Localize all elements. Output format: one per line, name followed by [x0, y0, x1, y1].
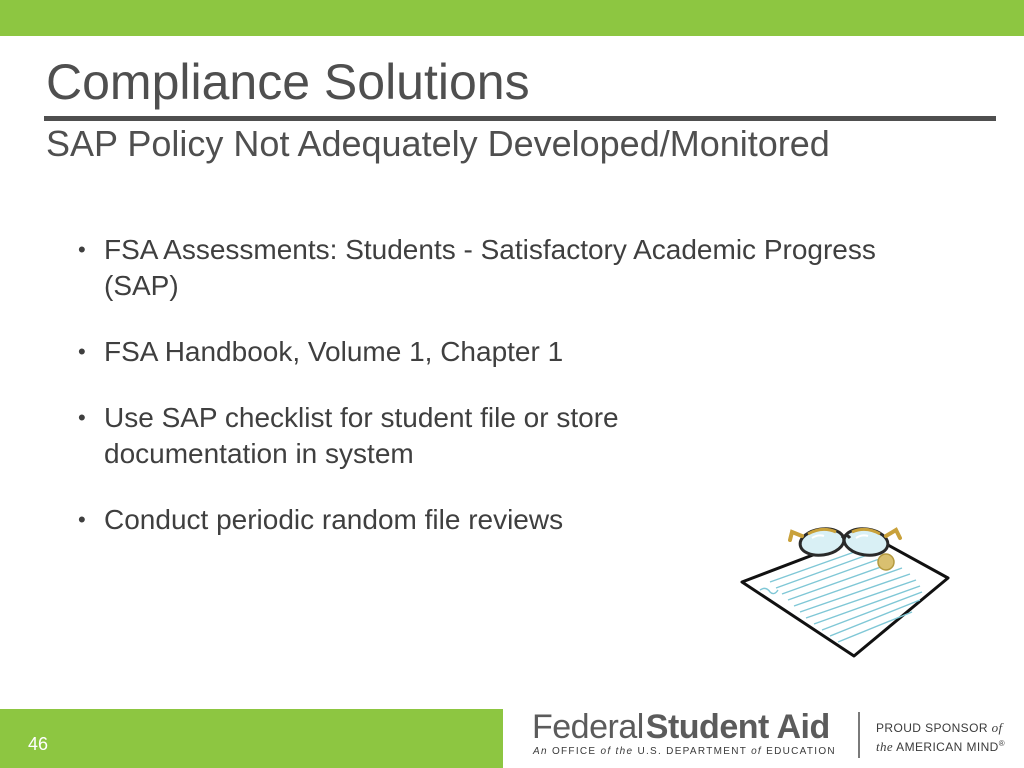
bullet-text: Conduct periodic random file reviews — [104, 504, 564, 535]
bullet-item — [76, 400, 764, 472]
sponsor-text — [876, 720, 1005, 755]
logo-word-student-aid: Student Aid — [645, 708, 830, 746]
sponsor-of: of — [991, 720, 1003, 735]
logo-divider — [858, 712, 860, 758]
bullet-marker: • — [78, 507, 86, 532]
bullet-text: FSA Handbook, Volume 1, Chapter 1 — [104, 336, 564, 367]
footer-accent-bar — [0, 709, 503, 768]
tagline-of: of — [600, 746, 612, 757]
logo-tagline — [533, 746, 836, 758]
title-divider — [44, 116, 996, 121]
registered-mark: ® — [998, 739, 1006, 748]
bullet-item — [76, 232, 924, 304]
bullet-item — [76, 334, 936, 370]
sponsor-line2: AMERICAN MIND — [896, 740, 999, 754]
tagline-of: of — [751, 746, 763, 757]
bullet-marker: • — [78, 405, 86, 430]
sponsor-the: the — [876, 739, 894, 754]
logo-wordmark — [532, 708, 830, 746]
page-number: 46 — [28, 734, 49, 754]
tagline-department: U.S. DEPARTMENT — [637, 746, 747, 757]
tagline-the: the — [615, 746, 634, 757]
logo-word-federal: Federal — [532, 708, 644, 746]
tagline-education: EDUCATION — [766, 746, 836, 757]
bullet-marker: • — [78, 237, 86, 262]
tagline-an: An — [533, 746, 548, 757]
bullet-text: Use SAP checklist for student file or store documentation in system — [104, 402, 619, 469]
slide-subtitle: SAP Policy Not Adequately Developed/Monitored — [46, 123, 830, 164]
sponsor-line1: PROUD SPONSOR — [876, 721, 988, 735]
slide-title: Compliance Solutions — [46, 54, 530, 110]
tagline-office: OFFICE — [551, 746, 597, 757]
federal-student-aid-logo — [532, 708, 1006, 764]
bullet-text: FSA Assessments: Students - Satisfactory Academic Progress (SAP) — [104, 234, 876, 301]
top-accent-bar — [0, 0, 1024, 36]
bullet-marker: • — [78, 339, 86, 364]
glasses-on-document-icon — [736, 516, 950, 662]
